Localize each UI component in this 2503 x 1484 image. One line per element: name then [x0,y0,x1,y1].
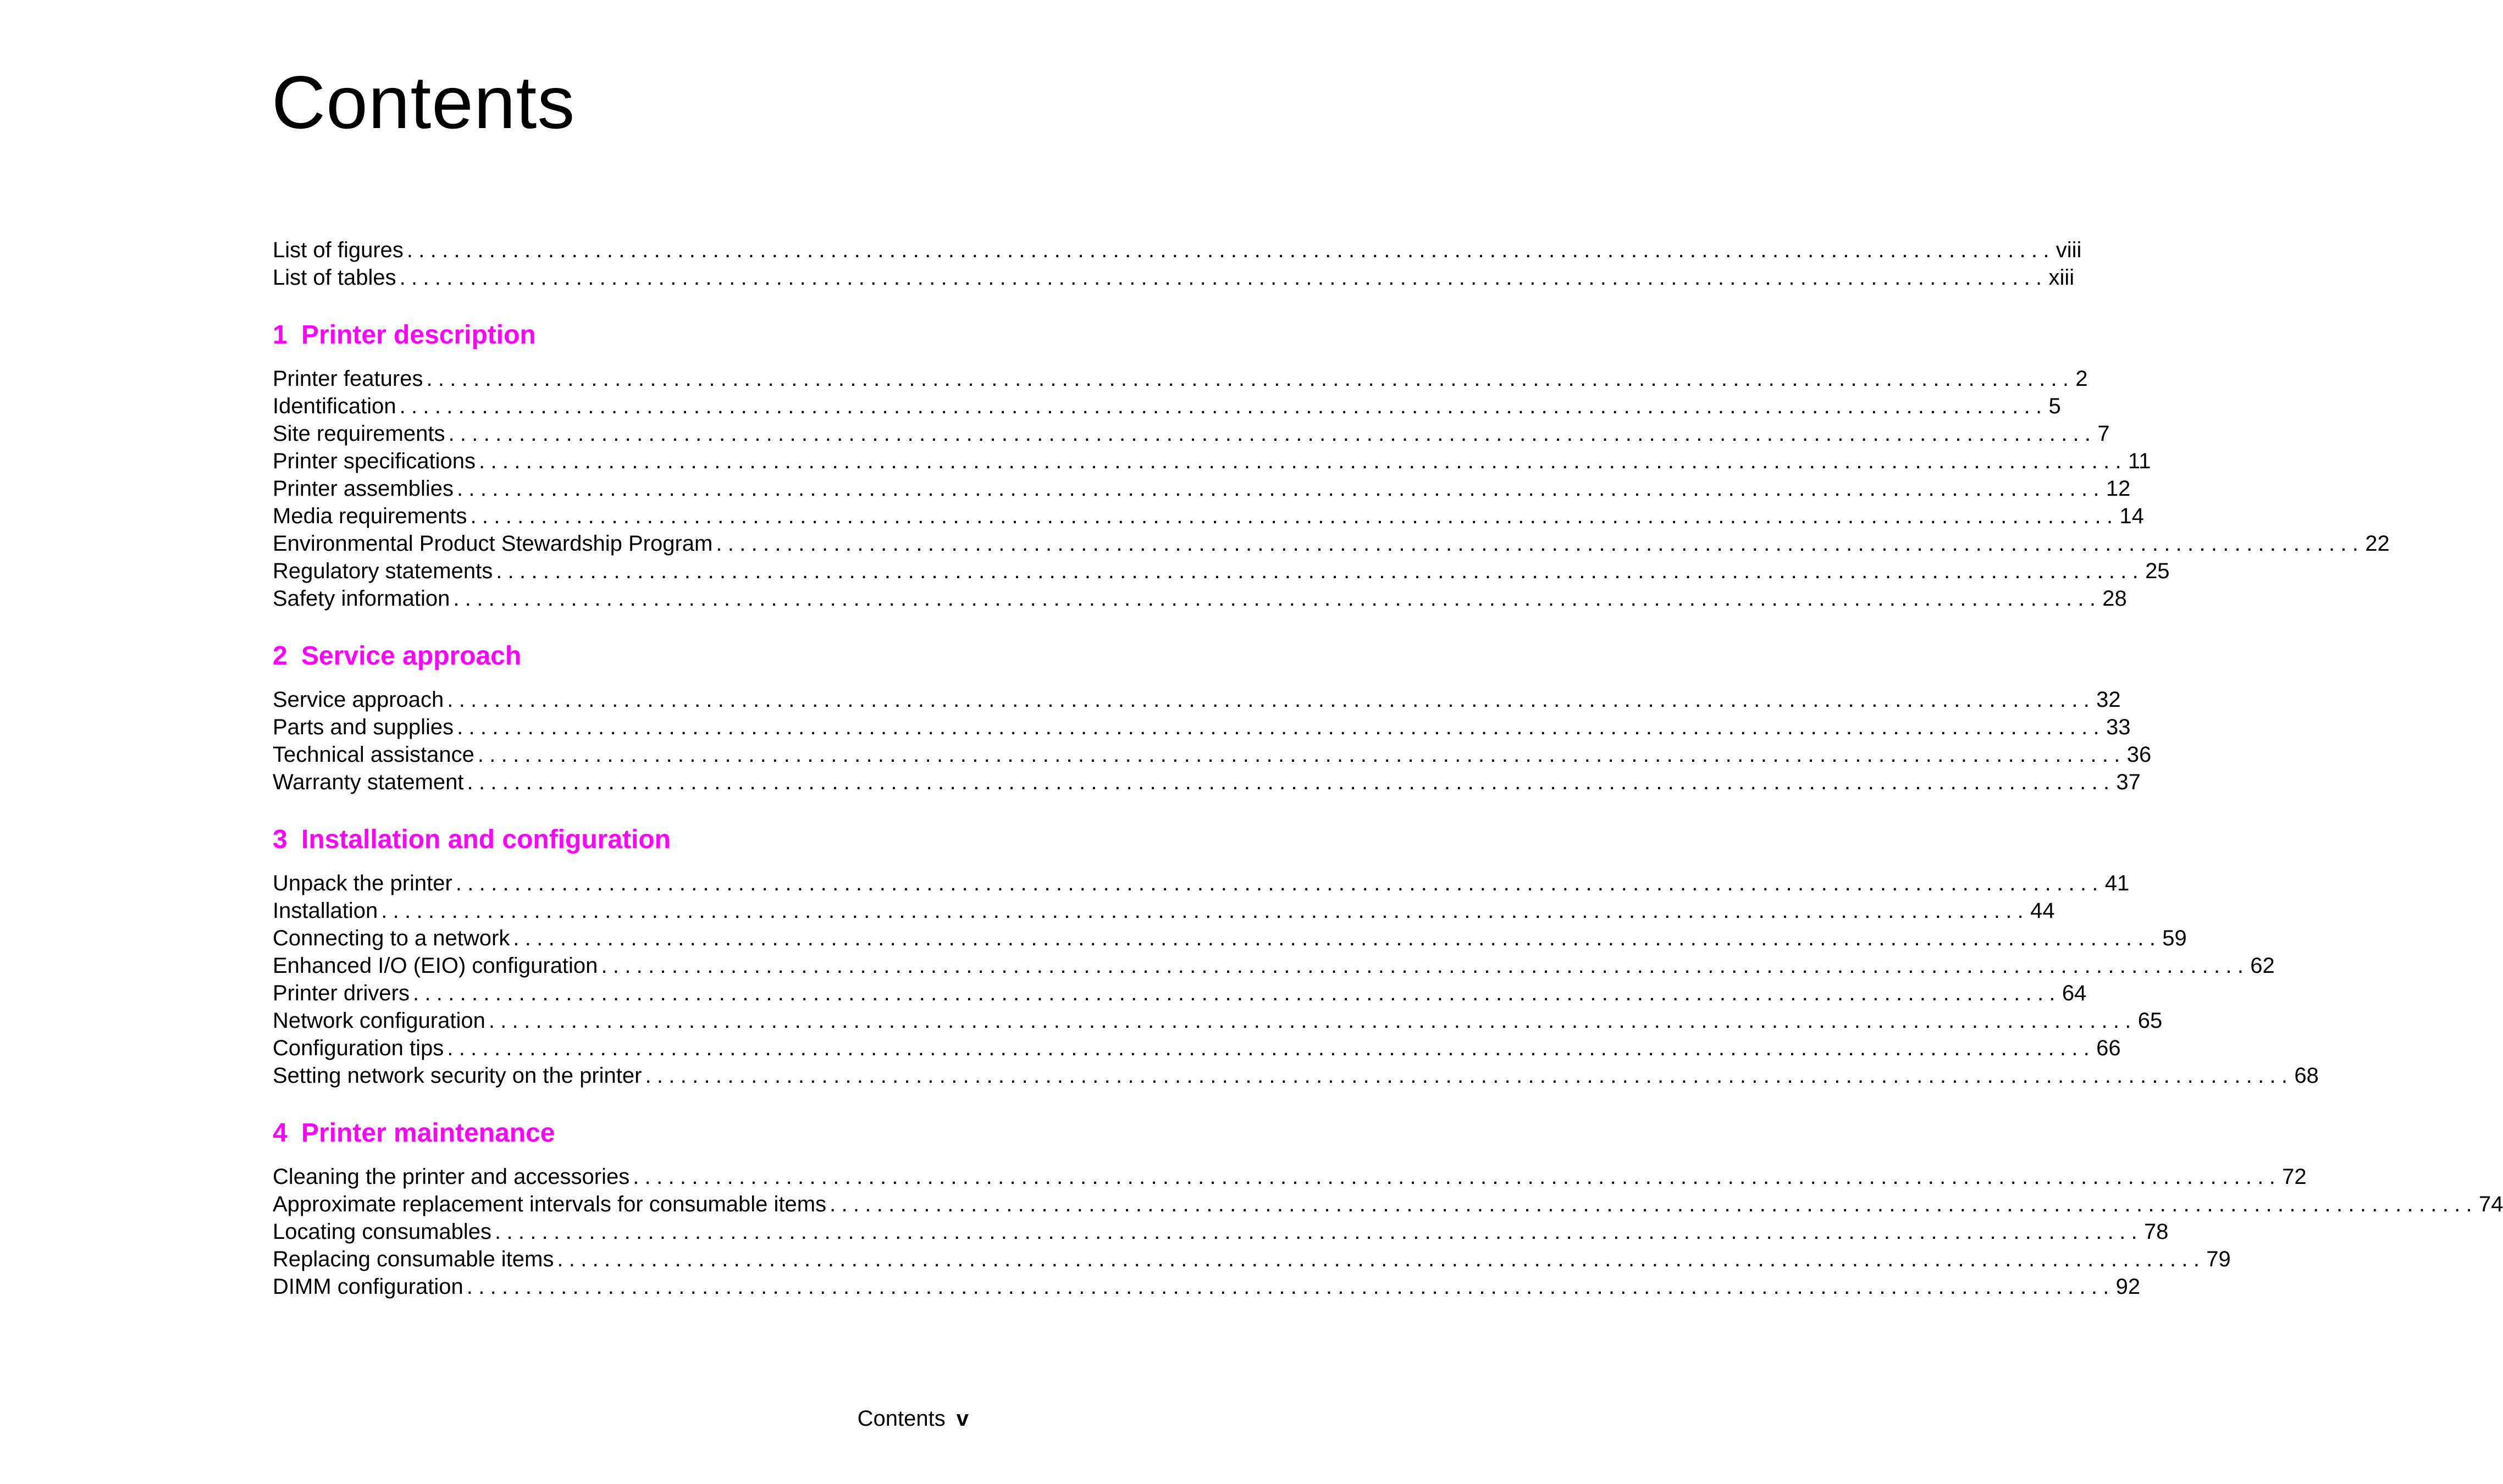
chapter-title: Installation and configuration [301,825,671,854]
toc-entry-label[interactable]: Site requirements [273,422,445,446]
toc-entry[interactable] [273,768,2141,796]
toc-entry-page-number[interactable]: 66 [2096,1036,2121,1060]
toc-entry-label[interactable]: DIMM configuration [273,1275,463,1299]
toc-entry-label[interactable]: Unpack the printer [273,871,452,895]
dot-leader: ............................................................................................................................................ [448,422,2097,446]
chapter-number: 2 [273,641,288,671]
toc-entry-label[interactable]: Printer specifications [273,449,476,473]
dot-leader: ............................................................................................................................................ [477,743,2126,767]
dot-leader: ............................................................................................................................................ [455,871,2104,895]
chapter-title: Service approach [301,641,522,671]
toc-entry-page-number[interactable]: 62 [2250,954,2275,978]
toc-entry-page-number[interactable]: 22 [2365,531,2390,556]
toc-entry[interactable] [273,236,2082,264]
chapter-title: Printer description [301,320,536,350]
dot-leader: ............................................................................................................................................ [399,394,2048,418]
toc-entry-label[interactable]: Service approach [273,688,444,712]
toc-entry-page-number[interactable]: 5 [2048,394,2061,418]
dot-leader: ............................................................................................................................................ [453,586,2102,611]
page-footer [858,1405,969,1432]
toc-entry-page-number[interactable]: 25 [2145,559,2170,583]
dot-leader: ............................................................................................................................................ [601,954,2250,978]
toc-entry-page-number[interactable]: viii [2056,238,2082,262]
toc-entry-page-number[interactable]: 12 [2106,477,2131,501]
toc-entry[interactable] [273,979,2087,1007]
toc-entry[interactable] [273,392,2061,420]
dot-leader: ............................................................................................................................................ [479,449,2127,473]
dot-leader: ............................................................................................................................................ [645,1064,2294,1088]
toc-entry-page-number[interactable]: 92 [2115,1275,2141,1299]
toc-entry[interactable] [273,557,2170,585]
toc-entry[interactable] [273,741,2152,768]
dot-leader: ............................................................................................................................................ [426,367,2075,391]
dot-leader: ............................................................................................................................................ [406,238,2055,262]
page-title: Contents [272,60,576,144]
toc-entry[interactable] [273,585,2127,612]
dot-leader: ............................................................................................................................................ [447,688,2096,712]
toc-entry-label[interactable]: Technical assistance [273,743,474,767]
footer-label: Contents [857,1407,946,1431]
toc-entry-label[interactable]: Regulatory statements [273,559,493,583]
footer-page-number: v [956,1407,969,1431]
toc-entry-page-number[interactable]: 64 [2062,981,2087,1005]
toc-entry-label[interactable]: Cleaning the printer and accessories [273,1165,630,1189]
toc-entry-label[interactable]: Locating consumables [273,1220,492,1244]
toc-entry-label[interactable]: Printer assemblies [273,477,454,501]
toc-entry[interactable] [273,365,2088,392]
dot-leader: ............................................................................................................................................ [399,265,2048,290]
toc-entry-label[interactable]: Identification [273,394,396,418]
toc-entry-page-number[interactable]: 44 [2030,899,2055,923]
toc-entry-label[interactable]: Parts and supplies [273,715,454,739]
toc-entry[interactable] [273,1034,2121,1062]
chapter-section [273,1116,2503,1300]
dot-leader: ............................................................................................................................................ [466,1275,2115,1299]
toc-entry-page-number[interactable]: 37 [2116,770,2141,794]
dot-leader: ............................................................................................................................................ [513,926,2162,950]
chapter-title: Printer maintenance [301,1118,555,1148]
dot-leader: ............................................................................................................................................ [496,559,2145,583]
toc-entry-page-number[interactable]: 78 [2143,1220,2169,1244]
toc-entry[interactable] [273,502,2144,530]
toc-entry-page-number[interactable]: 79 [2206,1247,2231,1271]
front-matter-list [273,236,2082,291]
toc-entry-page-number[interactable]: 72 [2282,1165,2307,1189]
toc-entry[interactable] [273,1190,2503,1218]
toc-entry[interactable] [273,952,2275,979]
toc-entry[interactable] [273,420,2110,447]
toc-entry[interactable] [273,1245,2231,1273]
dot-leader: ............................................................................................................................................ [557,1247,2206,1271]
toc-entry-page-number[interactable]: 68 [2294,1064,2319,1088]
chapter-section [273,822,2319,1089]
dot-leader: ............................................................................................................................................ [716,531,2364,556]
toc-entry-label[interactable]: Setting network security on the printer [273,1064,642,1088]
toc-entry[interactable] [273,447,2151,475]
toc-entry-page-number[interactable]: 74 [2478,1192,2503,1216]
chapter-number: 4 [273,1118,288,1148]
table-of-contents [273,236,2503,1300]
toc-entry-label[interactable]: Environmental Product Stewardship Program [273,531,713,556]
dot-leader: ............................................................................................................................................ [457,715,2105,739]
toc-entry-page-number[interactable]: 2 [2075,367,2088,391]
toc-entry-label[interactable]: Printer features [273,367,423,391]
toc-entry[interactable] [273,713,2131,741]
toc-entry-page-number[interactable]: 59 [2162,926,2187,950]
chapter-number: 3 [273,825,288,854]
toc-entry-label[interactable]: Media requirements [273,504,467,528]
toc-entry-label[interactable]: Approximate replacement intervals for consumable items [273,1192,827,1216]
chapter-list [273,318,2503,1300]
toc-entry-label[interactable]: Safety information [273,586,450,611]
chapter-heading[interactable] [273,639,969,674]
chapter-heading[interactable] [273,822,969,857]
chapter-heading[interactable] [273,318,969,353]
toc-entry[interactable] [273,1218,2169,1245]
dot-leader: ............................................................................................................................................ [633,1165,2281,1189]
toc-entry-label[interactable]: Warranty statement [273,770,464,794]
toc-entry-page-number[interactable]: 33 [2106,715,2131,739]
toc-entry-label[interactable]: List of figures [273,238,404,262]
toc-entry[interactable] [273,870,2130,897]
toc-entry[interactable] [273,1273,2141,1300]
toc-entry-label[interactable]: Enhanced I/O (EIO) configuration [273,954,598,978]
dot-leader: ............................................................................................................................................ [467,770,2115,794]
toc-entry-page-number[interactable]: 11 [2128,449,2151,473]
toc-entry-page-number[interactable]: 14 [2119,504,2144,528]
toc-entry-page-number[interactable]: 65 [2137,1009,2163,1033]
chapter-heading[interactable] [273,1116,969,1151]
dot-leader: ............................................................................................................................................ [470,504,2119,528]
toc-entry[interactable] [273,1163,2307,1190]
toc-entry[interactable] [273,924,2187,952]
toc-entry[interactable] [273,686,2121,713]
dot-leader: ............................................................................................................................................ [412,981,2061,1005]
dot-leader: ............................................................................................................................................ [488,1009,2137,1033]
toc-entry-page-number[interactable]: 32 [2096,688,2121,712]
toc-entry-label[interactable]: Connecting to a network [273,926,510,950]
dot-leader: ............................................................................................................................................ [381,899,2030,923]
toc-entry[interactable] [273,897,2055,924]
toc-entry[interactable] [273,264,2075,291]
toc-entry-page-number[interactable]: 36 [2126,743,2152,767]
toc-entry-label[interactable]: Installation [273,899,378,923]
toc-entry-label[interactable]: Network configuration [273,1009,485,1033]
toc-entry-page-number[interactable]: 28 [2102,586,2127,611]
dot-leader: ............................................................................................................................................ [447,1036,2096,1060]
chapter-section [273,639,2152,796]
toc-entry-label[interactable]: Configuration tips [273,1036,444,1060]
dot-leader: ............................................................................................................................................ [457,477,2105,501]
toc-entry-page-number[interactable]: xiii [2048,265,2075,290]
toc-entry-label[interactable]: List of tables [273,265,396,290]
toc-entry[interactable] [273,1062,2319,1089]
dot-leader: ............................................................................................................................................ [495,1220,2143,1244]
toc-entry-page-number[interactable]: 7 [2097,422,2110,446]
toc-entry-label[interactable]: Printer drivers [273,981,410,1005]
toc-entry-label[interactable]: Replacing consumable items [273,1247,554,1271]
toc-entry[interactable] [273,475,2131,502]
dot-leader: ............................................................................................................................................ [830,1192,2478,1216]
toc-entry[interactable] [273,1007,2163,1034]
toc-entry[interactable] [273,530,2390,557]
toc-entry-page-number[interactable]: 41 [2104,871,2130,895]
chapter-section [273,318,2390,612]
chapter-number: 1 [273,320,288,350]
